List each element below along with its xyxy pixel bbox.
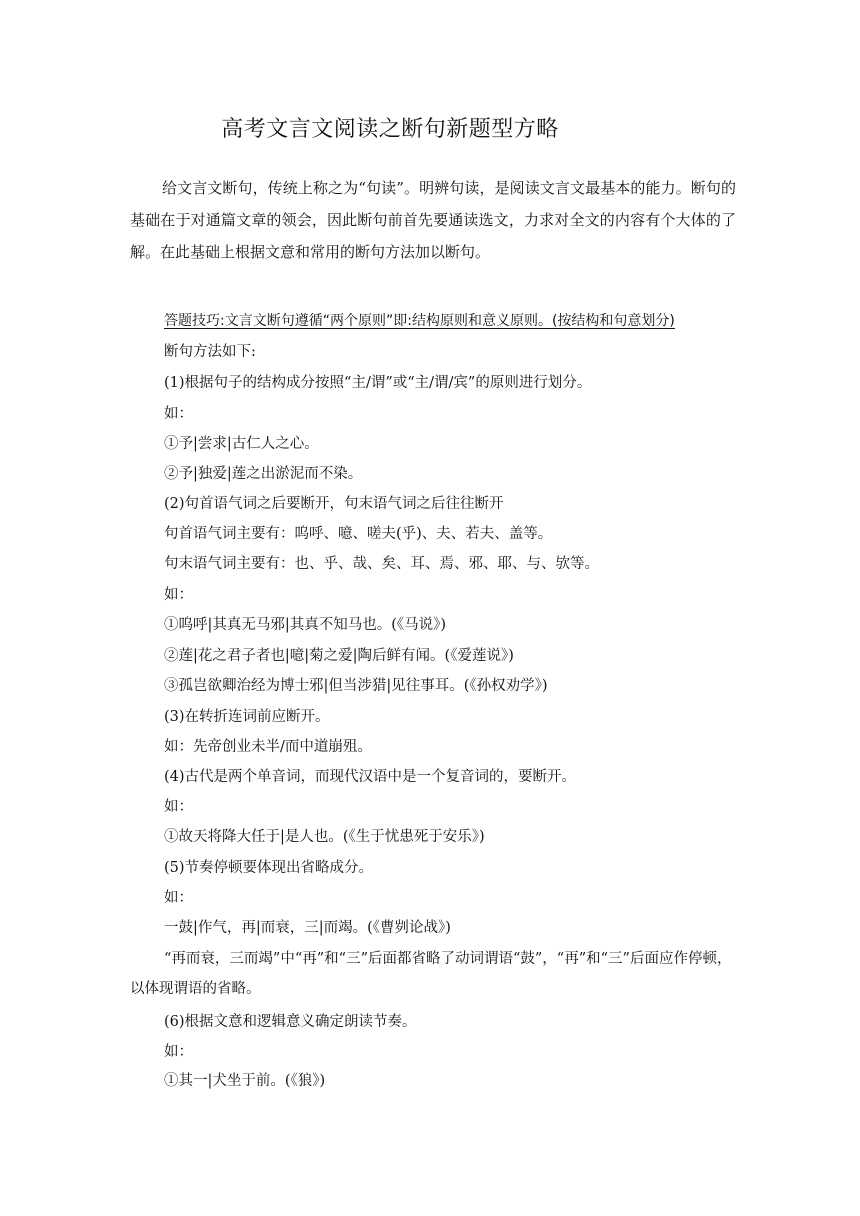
method-line-19: 如： [164, 890, 193, 906]
method-line-16: 如： [164, 799, 193, 815]
method-line-17: ①故天将降大任于|是人也。(《生于忧患死于安乐》) [164, 829, 485, 845]
method-line-13: (3)在转折连词前应断开。 [164, 709, 330, 725]
method-line-9: 如： [164, 587, 193, 603]
method-line-7: 句首语气词主要有：呜呼、噫、嗟夫(乎)、夫、若夫、盖等。 [164, 526, 553, 542]
method-line-14: 如：先帝创业未半/而中道崩殂。 [164, 739, 372, 755]
method-line-20: 一鼓|作气，再|而衰，三|而竭。(《曹刿论战》) [164, 920, 451, 936]
answer-tip: 答题技巧:文言文断句遵循“两个原则”即:结构原则和意义原则。(按结构和句意划分) [164, 313, 675, 329]
method-line-3: 如： [164, 406, 193, 422]
document-title: 高考文言文阅读之断句新题型方略 [221, 117, 559, 142]
method-line-12: ③孤岂欲卿治经为博士邪|但当涉猎|见往事耳。(《孙权劝学》) [164, 678, 548, 694]
method-line-10: ①呜呼|其真无马邪|其真不知马也。(《马说》) [164, 617, 447, 633]
method-line-8: 句末语气词主要有：也、乎、哉、矣、耳、焉、邪、耶、与、欤等。 [164, 556, 599, 572]
method-line-11: ②莲|花之君子者也|噫|菊之爱|陶后鲜有闻。(《爱莲说》) [164, 648, 514, 664]
method-line-1: 断句方法如下: [164, 344, 256, 360]
method-line-21: (6)根据文意和逻辑意义确定朗读节奏。 [164, 1014, 417, 1030]
intro-paragraph: 给文言文断句，传统上称之为“句读”。明辨句读，是阅读文言文最基本的能力。断句的基础在于对通篇文章的领会，因此断句前首先要通读选文，力求对全文的内容有个大体的了解。在此基础上根据文意和常用的断句方法加以断句。 [130, 179, 736, 261]
ellipsis-note: “再而衰，三而竭”中“再”和“三”后面都省略了动词谓语“鼓”，“再”和“三”后面应作停顿，以体现谓语的省略。 [130, 951, 732, 997]
method-line-22: 如： [164, 1044, 193, 1060]
method-line-5: ②予|独爱|莲之出淤泥而不染。 [164, 466, 363, 482]
method-line-23: ①其一|犬坐于前。(《狼》) [164, 1073, 326, 1089]
method-line-18: (5)节奏停顿要体现出省略成分。 [164, 860, 374, 876]
method-line-2: (1)根据句子的结构成分按照“主/谓”或“主/谓/宾”的原则进行划分。 [164, 375, 592, 391]
method-line-6: (2)句首语气词之后要断开，句末语气词之后往往断开 [164, 496, 504, 512]
method-line-15: (4)古代是两个单音词，而现代汉语中是一个复音词的，要断开。 [164, 769, 577, 785]
method-line-4: ①予|尝求|古仁人之心。 [164, 436, 319, 452]
